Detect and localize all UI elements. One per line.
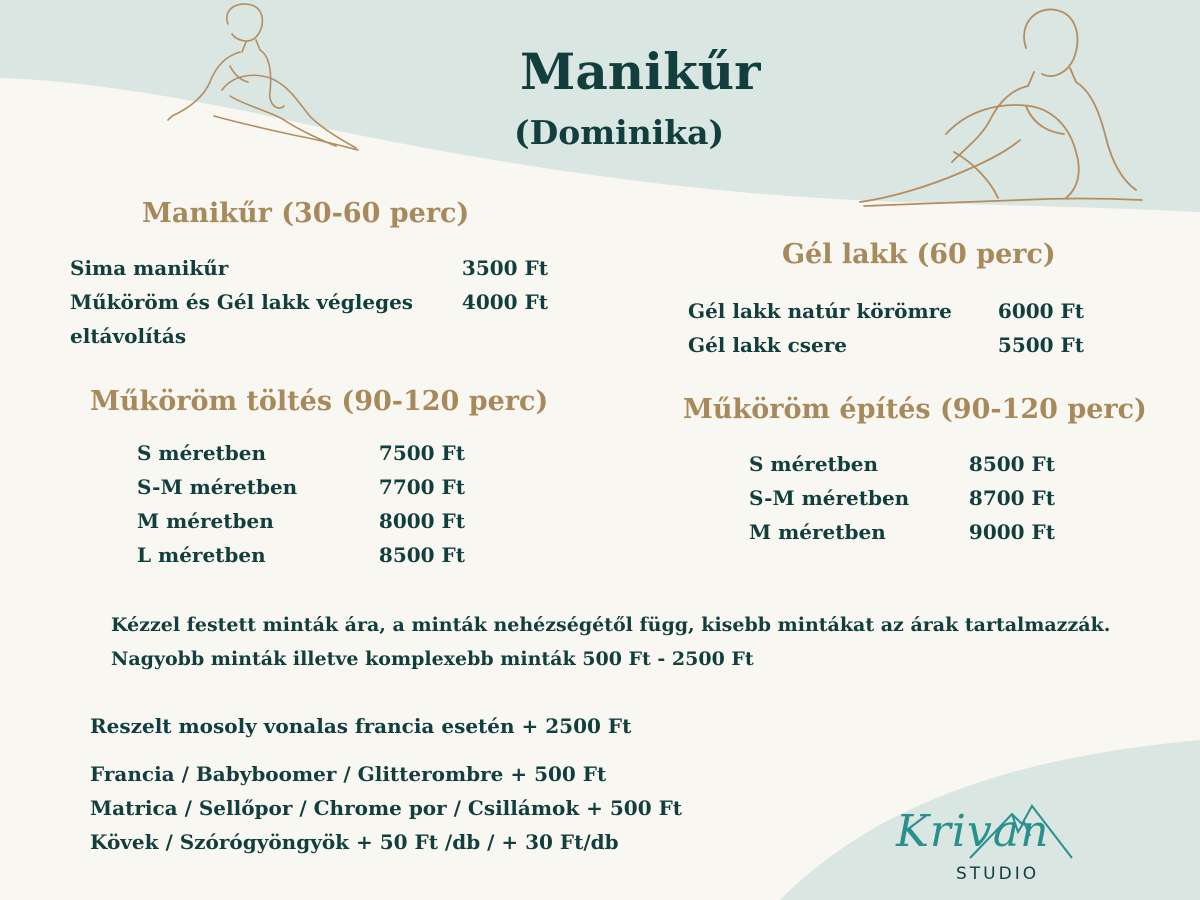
price-list-manikur (70, 251, 548, 353)
heading-manikur: Manikűr (30-60 perc) (142, 198, 470, 229)
list-item (137, 470, 465, 504)
item-name: M méretben (137, 509, 274, 533)
note-line: Kézzel festett minták ára, a minták nehézségétől függ, kisebb mintákat az árak tartalmazzák. (111, 614, 1111, 636)
list-item (70, 251, 548, 285)
item-price: 8700 Ft (968, 486, 1055, 510)
price-list-mukorom-toltes (137, 436, 465, 572)
item-price: 5500 Ft (997, 333, 1084, 357)
heading-mukorom-toltes: Műköröm töltés (90-120 perc) (90, 386, 549, 417)
item-name: S-M méretben (137, 475, 298, 499)
list-item (749, 481, 1055, 515)
item-name: S-M méretben (749, 486, 910, 510)
extras-line: Francia / Babyboomer / Glitterombre + 500 Ft (90, 762, 607, 786)
list-item (688, 328, 1084, 362)
list-item (137, 436, 465, 470)
sitting-woman-illustration-left (160, 0, 370, 160)
item-name: Gél lakk natúr körömre (688, 299, 952, 323)
item-price: 8000 Ft (378, 509, 465, 533)
item-name: Gél lakk csere (688, 333, 848, 357)
logo-studio-text: STUDIO (956, 864, 1040, 884)
extras-line: Matrica / Sellőpor / Chrome por / Csillámok + 500 Ft (90, 796, 683, 820)
price-list-mukorom-epites (749, 447, 1055, 549)
list-item (70, 285, 548, 319)
page-subtitle: (Dominika) (514, 113, 725, 152)
list-item (688, 294, 1084, 328)
french-note: Reszelt mosoly vonalas francia esetén + 2500 Ft (90, 714, 632, 738)
sitting-woman-illustration-right (850, 2, 1150, 212)
logo-script-text: Krivan (896, 806, 1050, 857)
list-item (137, 538, 465, 572)
list-item (749, 447, 1055, 481)
item-name: S méretben (749, 452, 879, 476)
krivan-studio-logo (896, 800, 1076, 890)
extras-line: Kövek / Szórógyöngyök + 50 Ft /db / + 30 Ft/db (90, 830, 619, 854)
item-price: 7700 Ft (378, 475, 465, 499)
item-price: 4000 Ft (461, 290, 548, 314)
note-line: Nagyobb minták illetve komplexebb minták 500 Ft - 2500 Ft (111, 648, 754, 670)
list-item (749, 515, 1055, 549)
item-price: 8500 Ft (968, 452, 1055, 476)
price-list-gel-lakk (688, 294, 1084, 362)
item-name: Sima manikűr (70, 256, 229, 280)
item-name-continued: eltávolítás (70, 324, 187, 348)
hand-painted-note (111, 608, 1110, 676)
heading-gel-lakk: Gél lakk (60 perc) (782, 239, 1056, 270)
item-price: 7500 Ft (378, 441, 465, 465)
extras-list (90, 757, 682, 859)
item-name: Műköröm és Gél lakk végleges (70, 290, 414, 314)
list-item (137, 504, 465, 538)
item-price: 9000 Ft (968, 520, 1055, 544)
item-price: 8500 Ft (378, 543, 465, 567)
item-price: 3500 Ft (461, 256, 548, 280)
item-name: L méretben (137, 543, 266, 567)
item-name: M méretben (749, 520, 886, 544)
page-title: Manikűr (520, 42, 761, 101)
item-name: S méretben (137, 441, 267, 465)
item-price: 6000 Ft (997, 299, 1084, 323)
heading-mukorom-epites: Műköröm építés (90-120 perc) (683, 394, 1147, 425)
